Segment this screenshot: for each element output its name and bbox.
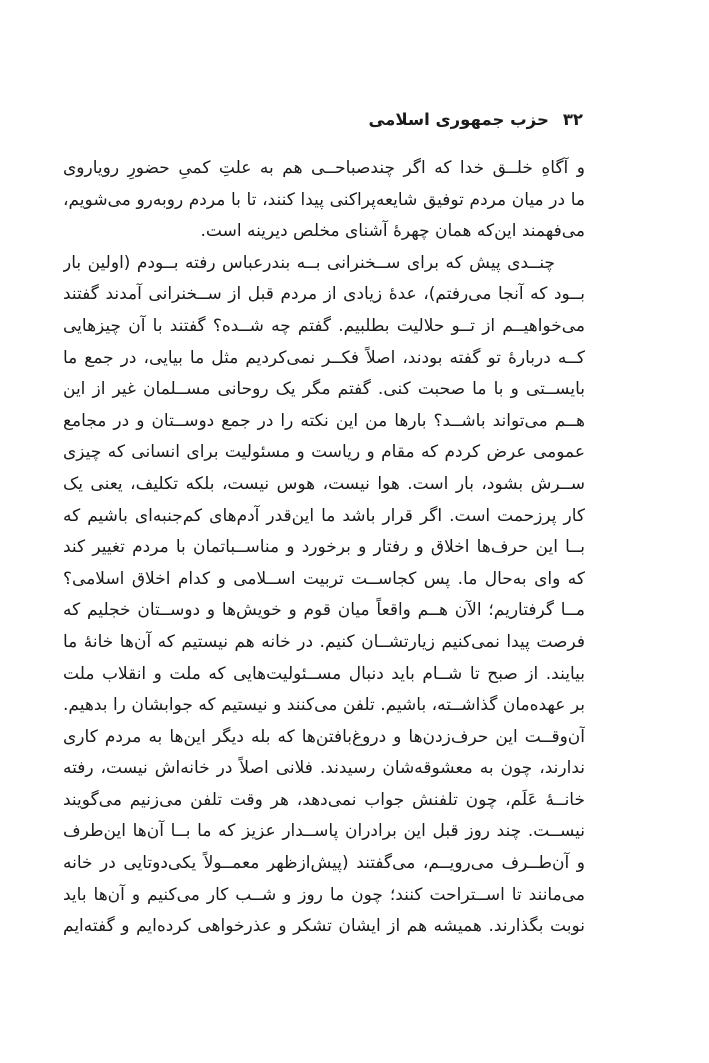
text-line: ندارند، چون به معشوقه‌شان رسیدند. فلانی اصلاً در خانه‌اش نیست، رفته: [63, 758, 585, 779]
running-header: [368, 110, 583, 129]
text-line: می‌خواهیــم از تــو حلالیت بطلبیم. گفتم چه شــده؟ گفتند با آن چیزهایی: [63, 315, 585, 336]
text-line: بــود که آنجا می‌رفتم)، عدهٔ زیادی از مردم قبل از ســخنرانی آمدند گفتند: [63, 284, 585, 305]
text-line: و آن‌طــرف می‌رویــم، می‌گفتند (پیش‌ازظهر معمــولاً یکی‌دوتایی در خانه: [63, 853, 585, 874]
text-line: و آگاهِ خلــق خدا که اگر چندصباحــی هم به علتِ کمیِ حضورِ رویاروی: [63, 158, 585, 178]
book-title: حزب جمهوری اسلامی: [368, 110, 549, 129]
text-line: عمومی عرض کردم که مقام و ریاست و مسئولیت برای انسانی که چیزی: [63, 442, 585, 463]
text-line: کــه دربارهٔ تو گفته بودند، اصلاً فکــر نمی‌کردیم مثل ما بیایی، در جمع ما: [63, 347, 585, 368]
text-line: مــا گرفتاریم؛ الآن هــم واقعاً میان قوم و خویش‌ها و دوســتان خجلیم که: [63, 600, 585, 621]
text-line: بیایند. از صبح تا شــام باید دنبال مســئولیت‌هایی که ملت و انقلاب ملت: [63, 663, 585, 684]
text-line: بــا این حرف‌ها اخلاق و رفتار و برخورد و مناســباتمان با مردم تغییر کند: [63, 537, 585, 558]
text-line: ما در میان مردم توفیق شایعه‌پراکنی پیدا کنند، تا با مردم روبه‌رو می‌شویم،: [63, 189, 585, 210]
text-line: بر عهده‌مان گذاشــته، باشیم. تلفن می‌کنند و نیستیم که جوابشان را بدهیم.: [63, 695, 585, 716]
text-line: نیســت. چند روز قبل این برادران پاســدار عزیز که ما بــا آن‌ها این‌طرف: [63, 821, 585, 842]
text-line: می‌فهمند این‌که همان چهرهٔ آشنای مخلص دیرینه است.: [200, 221, 585, 242]
text-line: می‌مانند تا اســتراحت کنند؛ چون ما روز و شــب کار می‌کنیم و آن‌ها باید: [63, 884, 585, 905]
text-line: ســرش بشود، بار است. هوا نیست، هوس نیست، بلکه تکلیف، یعنی یک: [63, 473, 585, 494]
text-line: بایســتی و با ما صحبت کنی. گفتم مگر یک روحانی مســلمان غیر از این: [63, 379, 585, 400]
page-number: ۳۲: [562, 110, 583, 129]
text-line: هــم می‌تواند باشــد؟ بارها من این نکته را در جمع دوســتان و در مجامع: [63, 410, 585, 431]
text-line: خانــهٔ عَلَم، چون تلفنش جواب نمی‌دهد، هر وقت تلفن می‌زنیم می‌گویند: [63, 789, 585, 810]
text-line: کار پرزحمت است. اگر قرار باشد ما این‌قدر آدم‌های کم‌جنبه‌ای باشیم که: [63, 505, 585, 526]
text-line: چنــدی پیش که برای ســخنرانی بــه بندرعباس رفته بــودم (اولین بار: [63, 252, 555, 273]
body-text: [63, 153, 585, 943]
text-line: نوبت بگذارند. همیشه هم از ایشان تشکر و عذرخواهی کرده‌ایم و گفته‌ایم: [63, 916, 585, 937]
text-line: که وای به‌حال ما. پس کجاســت تربیت اســلامی و کدام اخلاق اسلامی؟: [63, 568, 585, 589]
text-line: آن‌وقــت این حرف‌زدن‌ها و دروغ‌بافتن‌ها که بله دیگر این‌ها به مردم کاری: [63, 726, 585, 747]
text-line: فرصت پیدا نمی‌کنیم زیارتشــان کنیم. در خانه هم نیستیم که آن‌ها خانهٔ ما: [63, 631, 585, 652]
